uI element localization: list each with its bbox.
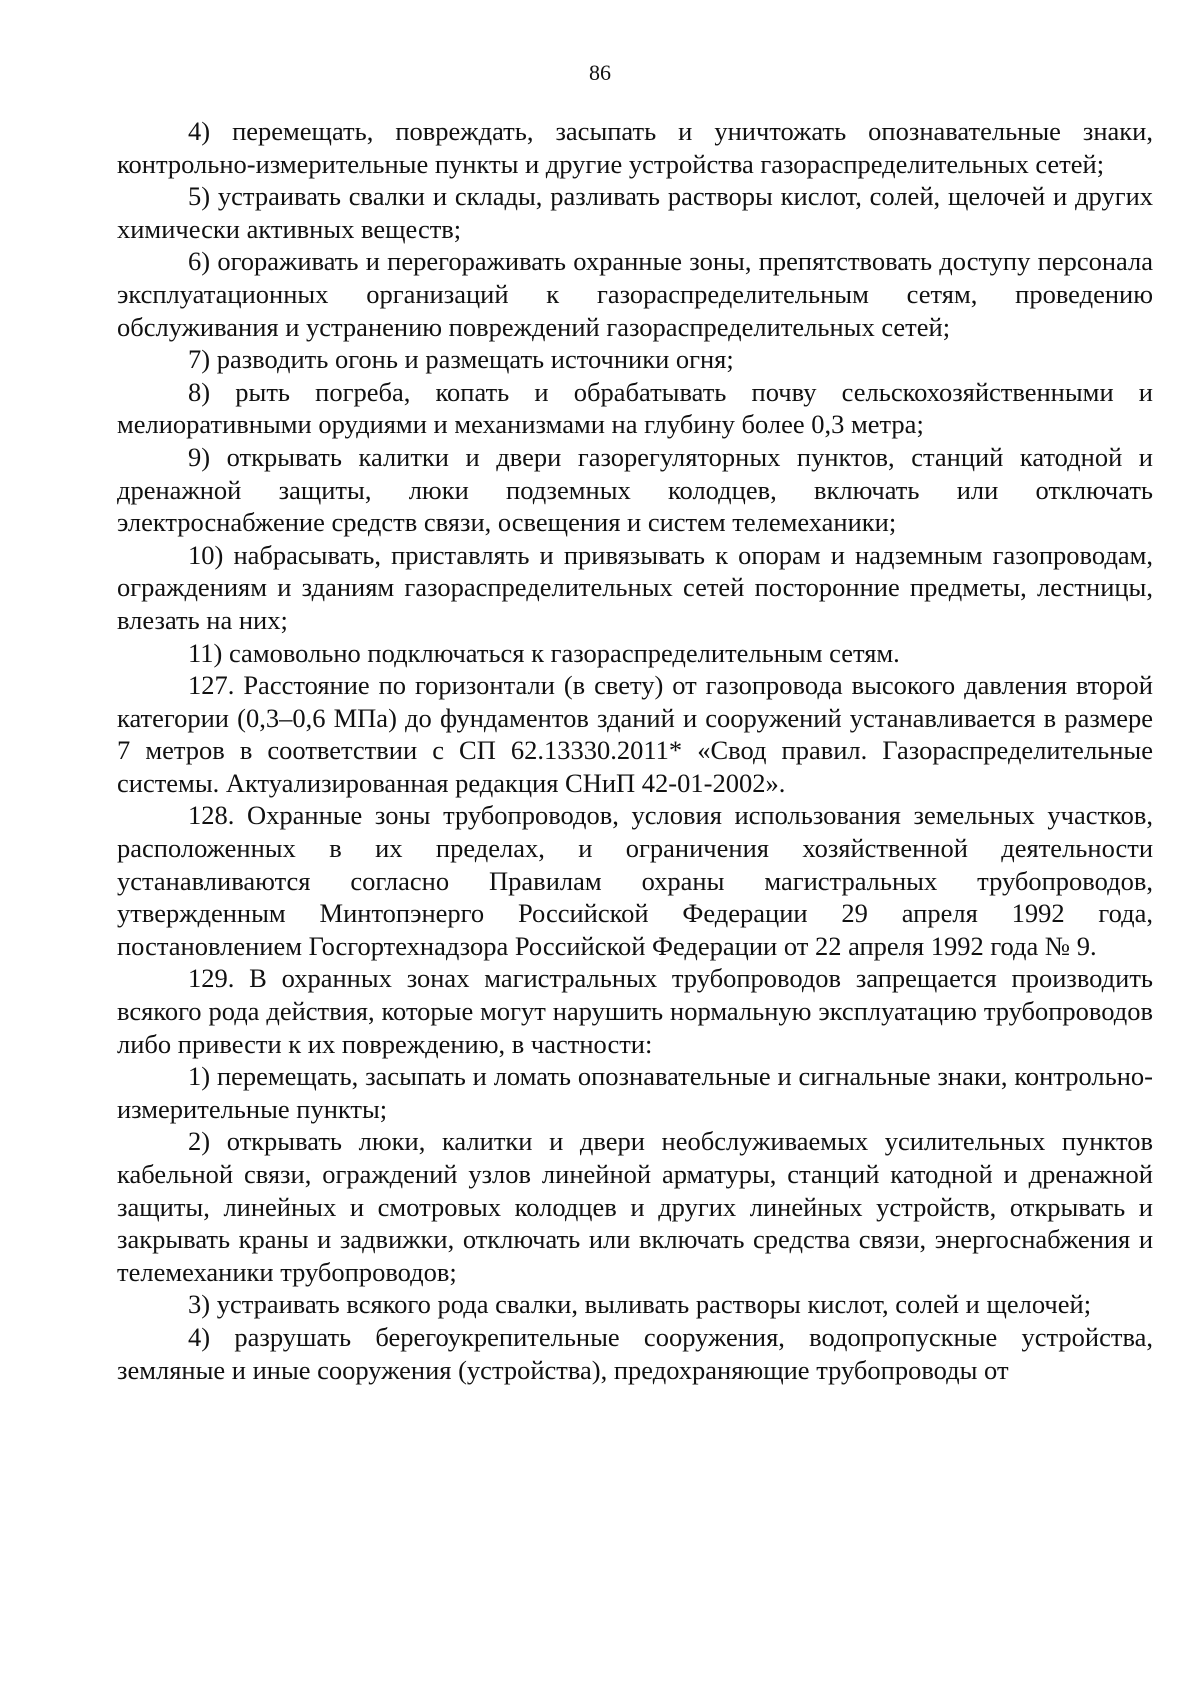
page-number: 86 xyxy=(589,60,611,85)
paragraph-item-4: 4) перемещать, повреждать, засыпать и уничтожать опознавательные знаки, контрольно-измерительные пункты и другие устройства газораспределительных сетей; xyxy=(117,116,1153,179)
paragraph-item-7: 7) разводить огонь и размещать источники огня; xyxy=(188,344,734,375)
paragraph-sub-item-4: 4) разрушать берегоукрепительные сооружения, водопропускные устройства, земляные и иные сооружения (устройства), предохраняющие трубопроводы от xyxy=(117,1321,1153,1385)
paragraph-item-10: 10) набрасывать, приставлять и привязывать к опорам и надземным газопроводам, ограждениям и зданиям газораспределительных сетей посторонние предметы, лестницы, влезать на них; xyxy=(117,539,1153,635)
paragraph-clause-128: 128. Охранные зоны трубопроводов, условия использования земельных участков, расположенных в их пределах, и ограничения хозяйственной деятельности устанавливаются согласно Правилам охраны магистральных трубопроводов, утвержденным Минтопэнерго Российской Федерации 29 апреля 1992 года, постановлением Госгортехнадзора Российской Федерации от 22 апреля 1992 года № 9. xyxy=(117,800,1153,961)
paragraph-item-8: 8) рыть погреба, копать и обрабатывать почву сельскохозяйственными и мелиоративными орудиями и механизмами на глубину более 0,3 метра; xyxy=(117,376,1153,440)
paragraph-item-9: 9) открывать калитки и двери газорегуляторных пунктов, станций катодной и дренажной защиты, люки подземных колодцев, включать или отключать электроснабжение средств связи, освещения и систем телемеханики; xyxy=(117,441,1153,538)
document-body xyxy=(117,115,1153,1386)
paragraph-sub-item-2: 2) открывать люки, калитки и двери необслуживаемых усилительных пунктов кабельной связи, ограждений узлов линейной арматуры, станций катодной и дренажной защиты, линейных и смотровых колодцев и других линейных устройств, открывать и закрывать краны и задвижки, отключать или включать средства связи, энергоснабжения и телемеханики трубопроводов; xyxy=(117,1126,1153,1287)
paragraph-sub-item-1: 1) перемещать, засыпать и ломать опознавательные и сигнальные знаки, контрольно-измерительные пункты; xyxy=(117,1061,1153,1124)
paragraph-sub-item-3: 3) устраивать всякого рода свалки, выливать растворы кислот, солей и щелочей; xyxy=(188,1289,1092,1320)
paragraph-item-6: 6) огораживать и перегораживать охранные зоны, препятствовать доступу персонала эксплуатационных организаций к газораспределительным сетям, проведению обслуживания и устранению повреждений газораспределительных сетей; xyxy=(117,246,1153,342)
paragraph-item-5: 5) устраивать свалки и склады, разливать растворы кислот, солей, щелочей и других химически активных веществ; xyxy=(117,181,1153,244)
paragraph-clause-127: 127. Расстояние по горизонтали (в свету) от газопровода высокого давления второй категории (0,3–0,6 МПа) до фундаментов зданий и сооружений устанавливается в размере 7 метров в соответствии с СП 62.13330.2011* «Свод правил. Газораспределительные системы. Актуализированная редакция СНиП 42-01-2002». xyxy=(117,670,1153,798)
paragraph-item-11: 11) самовольно подключаться к газораспределительным сетям. xyxy=(188,637,900,668)
paragraph-clause-129: 129. В охранных зонах магистральных трубопроводов запрещается производить всякого рода действия, которые могут нарушить нормальную эксплуатацию трубопроводов либо привести к их повреждению, в частности: xyxy=(117,963,1153,1059)
